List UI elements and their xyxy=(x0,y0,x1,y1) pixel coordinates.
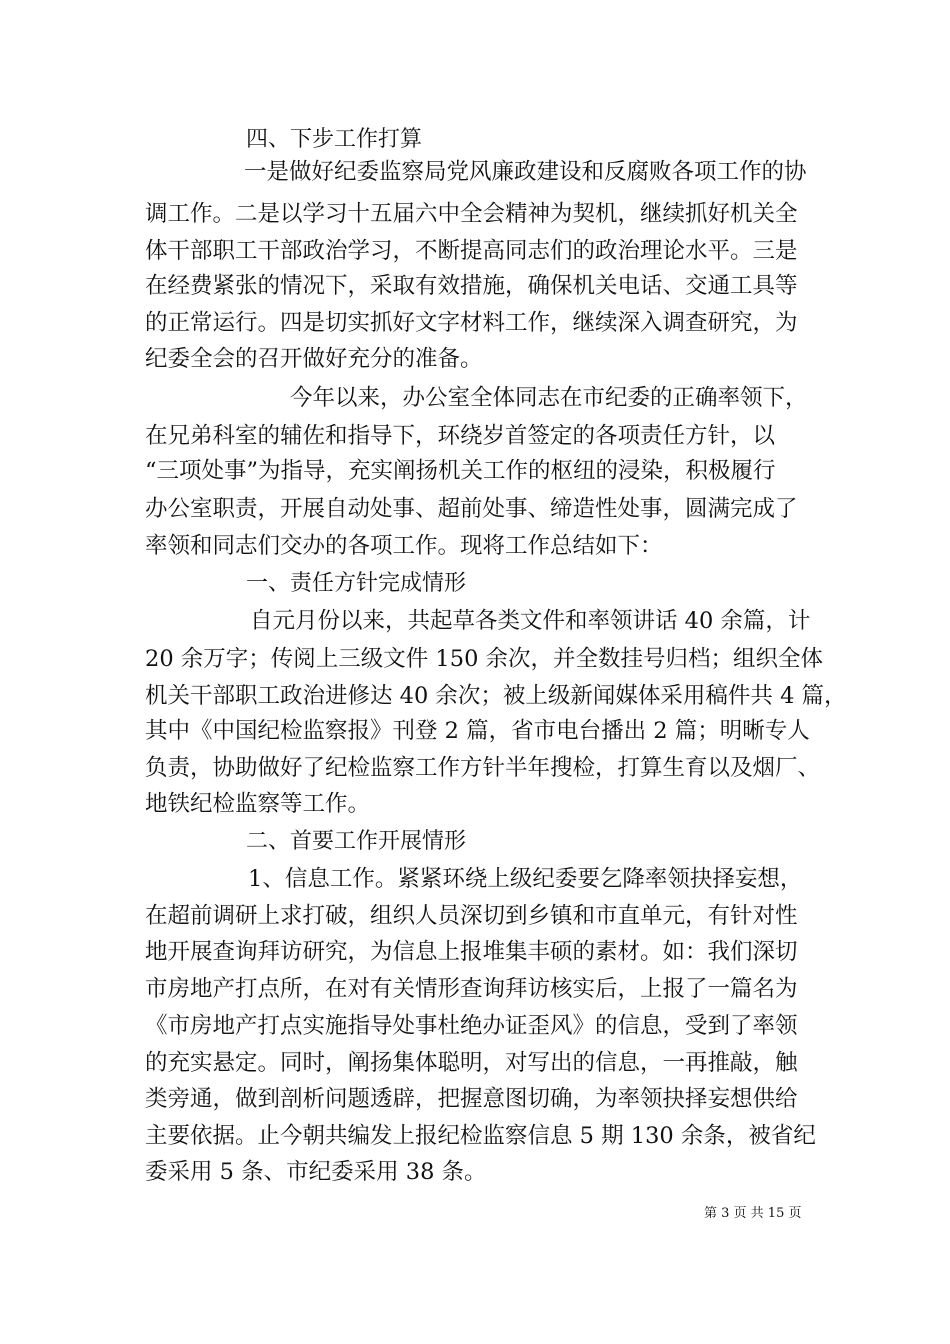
section-heading-responsibility-goals: 一、责任方针完成情形 xyxy=(246,571,467,596)
paragraph-line: 市房地产打点所，在对有关情形查询拜访核实后，上报了一篇名为 xyxy=(145,976,798,1002)
paragraph-line: 在经费紧张的情况下，采取有效措施，确保机关电话、交通工具等 xyxy=(145,273,798,299)
page-number: 第 3 页 共 15 页 xyxy=(704,1206,802,1221)
paragraph-line: 办公室职责，开展自动处事、超前处事、缔造性处事，圆满完成了 xyxy=(145,496,798,522)
paragraph-line: 地铁纪检监察等工作。 xyxy=(145,791,371,817)
section-heading-main-work: 二、首要工作开展情形 xyxy=(246,829,467,854)
paragraph-line: 一是做好纪委监察局党风廉政建设和反腐败各项工作的协 xyxy=(244,159,807,185)
paragraph-line: 机关干部职工政治进修达 40 余次；被上级新闻媒体采用稿件共 4 篇， xyxy=(145,683,847,709)
paragraph-line: 今年以来，办公室全体同志在市纪委的正确率领下， xyxy=(290,385,808,411)
paragraph-line: 《市房地产打点实施指导处事杜绝办证歪风》的信息，受到了率领 xyxy=(145,1013,798,1039)
paragraph-line: 自元月份以来，共起草各类文件和率领讲话 40 余篇，计 xyxy=(250,608,811,634)
paragraph-line: 在超前调研上求打破，组织人员深切到乡镇和市直单元，有针对性 xyxy=(145,903,798,929)
paragraph-line: 体干部职工干部政治学习，不断提高同志们的政治理论水平。三是 xyxy=(145,238,798,264)
paragraph-line: “三项处事”为指导，充实阐扬机关工作的枢纽的浸染，积极履行 xyxy=(145,458,776,484)
paragraph-line: 负责，协助做好了纪检监察工作方针半年搜检，打算生育以及烟厂、 xyxy=(145,755,821,781)
paragraph-line: 委采用 5 条、市纪委采用 38 条。 xyxy=(145,1159,487,1185)
paragraph-line: 类旁通，做到剖析问题透辟，把握意图切确，为率领抉择妄想供给 xyxy=(145,1086,798,1112)
paragraph-line: 其中《中国纪检监察报》刊登 2 篇，省市电台播出 2 篇；明晰专人 xyxy=(145,718,810,744)
paragraph-line: 纪委全会的召开做好充分的准备。 xyxy=(145,346,483,372)
paragraph-line: 的充实悬定。同时，阐扬集体聪明，对写出的信息，一再推敲，触 xyxy=(145,1050,798,1076)
section-heading-next-steps: 四、下步工作打算 xyxy=(246,127,423,152)
paragraph-line: 的正常运行。四是切实抓好文字材料工作，继续深入调查研究，为 xyxy=(145,310,798,336)
paragraph-line: 地开展查询拜访研究，为信息上报堆集丰硕的素材。如：我们深切 xyxy=(145,939,798,965)
paragraph-line: 20 余万字；传阅上三级文件 150 余次，并全数挂号归档；组织全体 xyxy=(145,646,824,672)
paragraph-line: 1、信息工作。紧紧环绕上级纪委要乞降率领抉择妄想， xyxy=(248,866,803,892)
paragraph-line: 调工作。二是以学习十五届六中全会精神为契机，继续抓好机关全 xyxy=(145,201,798,227)
paragraph-line: 率领和同志们交办的各项工作。现将工作总结如下： xyxy=(145,533,663,559)
paragraph-line: 主要依据。止今朝共编发上报纪检监察信息 5 期 130 余条，被省纪 xyxy=(145,1123,816,1149)
paragraph-line: 在兄弟科室的辅佐和指导下，环绕岁首签定的各项责任方针，以 xyxy=(145,423,776,449)
